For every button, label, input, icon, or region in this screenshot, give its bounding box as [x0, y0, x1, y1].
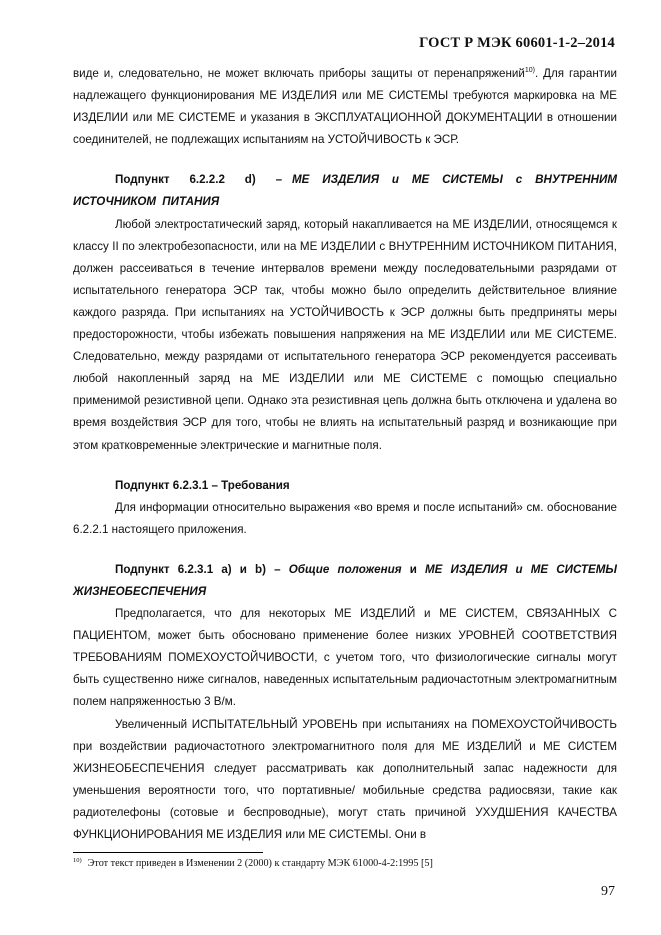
page-body	[73, 63, 617, 846]
footnote	[73, 857, 433, 869]
paragraph-lower-compliance-levels: Предполагается, что для некоторых МЕ ИЗДЕЛИЙ и МЕ СИСТЕМ, СВЯЗАННЫХ С ПАЦИЕНТОМ, может быть обосновано применение более низких УРОВНЕЙ СООТВЕТСТВИЯ ТРЕБОВАНИЯМ ПОМЕХОУСТОЙЧИВОСТИ, с учетом того, что физиологические сигналы могут быть существенно ниже сигналов, наведенных испытательным радиочастотным электромагнитным полем напряженностью 3 В/м.	[73, 607, 617, 709]
spacer	[73, 541, 617, 559]
paragraph-text: виде и, следовательно, не может включать приборы защиты от перенапряжений	[73, 67, 525, 80]
footnote-separator	[73, 852, 263, 853]
paragraph-continuation	[73, 63, 617, 151]
subclause-title-part: Общие положения	[288, 562, 402, 576]
document-header: ГОСТ Р МЭК 60601-1-2–2014	[419, 35, 615, 51]
page-number: 97	[601, 884, 615, 899]
footnote-mark: 10)	[73, 857, 82, 864]
paragraph-text: . Для гарантии надлежащего функционирования МЕ ИЗДЕЛИЯ или МЕ СИСТЕМЫ требуются маркировка на МЕ ИЗДЕЛИИ или МЕ СИСТЕМЕ и указания в ЭКСПЛУАТАЦИОННОЙ ДОКУМЕНТАЦИИ в отношении соединителей, не подлежащих испытаниям на УСТОЙЧИВОСТЬ к ЭСР.	[73, 67, 617, 147]
paragraph-esd-discharge: Любой электростатический заряд, который накапливается на МЕ ИЗДЕЛИИ, относящемся к классу II по электробезопасности, или на МЕ ИЗДЕЛИИ с ВНУТРЕННИМ ИСТОЧНИКОМ ПИТАНИЯ, должен рассеиваться в течение интервалов времени между последовательными разрядами от испытательного генератора ЭСР так, чтобы можно было определить действительное влияние каждого разряда. При испытаниях на УСТОЙЧИВОСТЬ к ЭСР должны быть предприняты меры предосторожности, чтобы избежать повышения напряжения на МЕ ИЗДЕЛИИ или МЕ СИСТЕМЕ. Следовательно, между разрядами от испытательного генератора ЭСР рекомендуется рассеивать любой накопленный заряд на МЕ ИЗДЕЛИИ или МЕ СИСТЕМЕ с помощью специально применимой резистивной цепи. Однако эта резистивная цепь должна быть отключена и удалена во время воздействия ЭСР для того, чтобы не влиять на испытательный разряд и возникающие при этом кратковременные электрические и магнитные поля.	[73, 217, 617, 452]
footnote-reference[interactable]: 10)	[524, 67, 535, 74]
spacer	[73, 151, 617, 169]
spacer	[73, 457, 617, 475]
subclause-heading-6-2-2-2	[73, 169, 617, 213]
subclause-heading-6-2-3-1: Подпункт 6.2.3.1 – Требования	[115, 478, 290, 492]
subclause-conjunction: и	[409, 562, 417, 576]
subclause-prefix: Подпункт 6.2.3.1 a) и b) –	[115, 562, 281, 576]
paragraph-during-after-tests: Для информации относительно выражения «во время и после испытаний» см. обоснование 6.2.2.1 настоящего приложения.	[73, 500, 617, 536]
subclause-prefix: Подпункт 6.2.2.2 d) –	[115, 173, 283, 187]
paragraph-increased-test-level: Увеличенный ИСПЫТАТЕЛЬНЫЙ УРОВЕНЬ при испытаниях на ПОМЕХОУСТОЙЧИВОСТЬ при воздействии радиочастотного электромагнитного поля для МЕ ИЗДЕЛИЙ и МЕ СИСТЕМ ЖИЗНЕОБЕСПЕЧЕНИЯ следует рассматривать как дополнительный запас надежности для уменьшения вероятности того, что портативные/ мобильные средства радиосвязи, такие как радиотелефоны (сотовые и беспроводные), могут стать причиной УХУДШЕНИЯ КАЧЕСТВА ФУНКЦИОНИРОВАНИЯ МЕ ИЗДЕЛИЯ или МЕ СИСТЕМЫ. Они в	[73, 717, 617, 841]
subclause-title-part: МЕ ИЗДЕЛИЯ и МЕ СИСТЕМЫ ЖИЗНЕОБЕСПЕЧЕНИЯ	[73, 562, 617, 598]
subclause-heading-6-2-3-1-ab	[73, 559, 617, 603]
footnote-text: Этот текст приведен в Изменении 2 (2000) к стандарту МЭК 61000-4-2:1995 [5]	[87, 858, 433, 869]
subclause-title: МЕ ИЗДЕЛИЯ и МЕ СИСТЕМЫ с ВНУТРЕННИМ ИСТОЧНИКОМ ПИТАНИЯ	[73, 173, 617, 209]
